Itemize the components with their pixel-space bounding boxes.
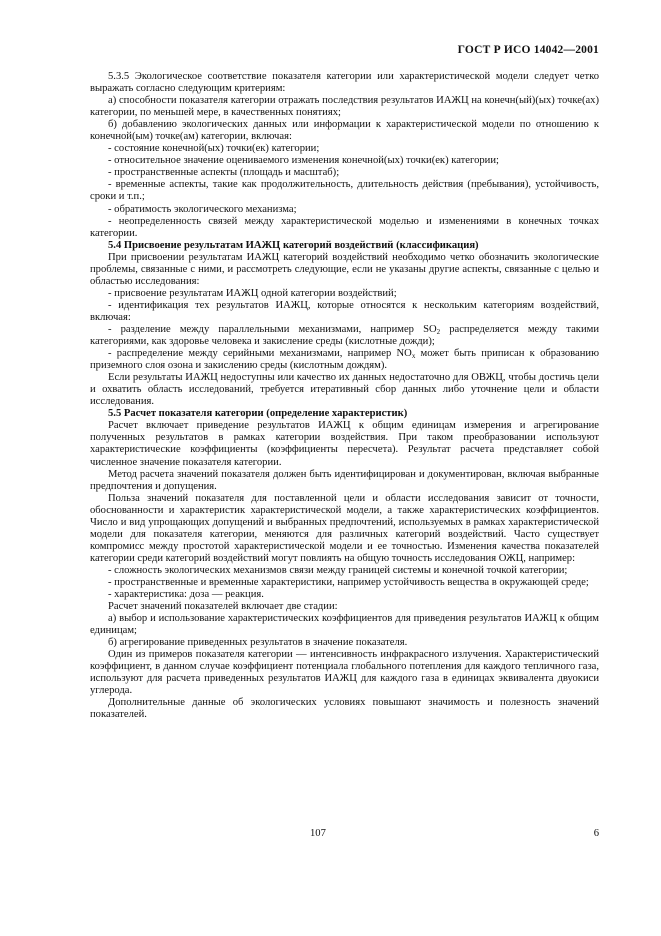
list-item	[90, 324, 599, 348]
list-item: - обратимость экологического механизма;	[108, 203, 297, 215]
list-item: - идентификация тех результатов ИАЖЦ, которые относятся к нескольким категориям воздействий, включая:	[90, 299, 599, 323]
list-item: - сложность экологических механизмов связи между границей системы и конечной точкой категории;	[108, 564, 568, 576]
text-run: - распределение между серийными механизмами, например NO	[108, 348, 412, 360]
paragraph: При присвоении результатам ИАЖЦ категорий воздействий необходимо четко обозначить экологические проблемы, связанные с ними, и рассмотреть следующие, если не указаны другие аспекты, связанные с целью и областью исследования:	[90, 251, 599, 287]
paragraph: б) добавлению экологических данных или информации к характеристической модели по отношению к конечной(ым) точке(ам) категории, включая:	[90, 119, 599, 143]
list-item: - характеристика: доза — реакция.	[108, 589, 264, 601]
text-run: может быть приписан к образованию приземного слоя озона и закислению среды (кислотным дождям).	[90, 348, 599, 372]
paragraph: 5.3.5 Экологическое соответствие показателя категории или характеристической модели следует четко выражать согласно следующим критериям:	[90, 71, 599, 95]
list-item: - пространственные и временные характеристики, например устойчивость вещества в окружающей среде;	[108, 576, 589, 588]
paragraph: а) способности показателя категории отражать последствия результатов ИАЖЦ на конечн(ый)(ых) точке(ах) категории, по меньшей мере, в качественных понятиях;	[90, 95, 599, 119]
list-item: - относительное значение оцениваемого изменения конечной(ых) точки(ек) категории;	[108, 155, 499, 167]
paragraph: Дополнительные данные об экологических условиях повышают значимость и полезность значений показателей.	[90, 697, 599, 721]
text-run: - разделение между параллельными механизмами, например SO	[108, 323, 437, 335]
list-item: - присвоение результатам ИАЖЦ одной категории воздействий;	[108, 287, 397, 299]
list-item: - состояние конечной(ых) точки(ек) категории;	[108, 143, 320, 155]
section-heading-5-4: 5.4 Присвоение результатам ИАЖЦ категорий воздействий (классификация)	[108, 239, 479, 251]
standard-header: ГОСТ Р ИСО 14042—2001	[457, 44, 599, 56]
page-number: 107	[310, 828, 326, 839]
subscript: x	[411, 352, 416, 361]
paragraph: Расчет включает приведение результатов ИАЖЦ к общим единицам измерения и агрегирование полученных результатов в рамках категории воздействия. При таком преобразовании используют характеристические коэффициенты (коэффициенты пересчета). Результат расчета представляет собой численное значение показателя категории.	[90, 420, 599, 468]
list-item: - временные аспекты, такие как продолжительность, длительность действия (пребывания), устойчивость, сроки и т.п.;	[90, 179, 599, 203]
list-item: а) выбор и использование характеристических коэффициентов для приведения результатов ИАЖЦ к общим единицам;	[90, 613, 599, 637]
paragraph: Польза значений показателя для поставленной цели и области исследования зависит от точности, обоснованности и характеристик характеристической модели, а также характеристических коэффициентов. Число и вид упрощающих допущений и выбранных предпочтений, используемых в рамках характеристической модели для показателя категории, меняются для различных категорий воздействий. Часто существует компромисс между простотой характеристической модели и ее точностью. Изменения качества показателей категории среди категорий воздействий могут повлиять на общую точность исследования ОЖЦ, например:	[90, 492, 599, 564]
list-item: - неопределенность связей между характеристической моделью и изменениями в конечных точках категории.	[90, 215, 599, 239]
paragraph: Один из примеров показателя категории — интенсивность инфракрасного излучения. Характеристический коэффициент, в данном случае коэффициент потенциала глобального потепления для каждого тепличного газа, используют для расчета приведенных результатов ИАЖЦ для каждого газа в единицах эквивалента двуокиси углерода.	[90, 649, 599, 697]
paragraph: Метод расчета значений показателя должен быть идентифицирован и документирован, включая выбранные предпочтения и допущения.	[90, 468, 599, 492]
list-item: - пространственные аспекты (площадь и масштаб);	[108, 167, 340, 179]
subscript: 2	[436, 327, 441, 336]
text-run: распределяется между такими категориями, как здоровье человека и закисление среды (кислотные дожди);	[90, 323, 599, 348]
list-item	[90, 348, 599, 372]
section-heading-5-5: 5.5 Расчет показателя категории (определение характеристик)	[108, 408, 408, 420]
paragraph: Если результаты ИАЖЦ недоступны или качество их данных недостаточно для ОВЖЦ, чтобы достичь цели и охватить область исследований, требуется итеративный сбор данных либо уточнение цели и области исследования.	[90, 372, 599, 408]
paragraph: Расчет значений показателей включает две стадии:	[108, 601, 338, 613]
sheet-number: 6	[593, 828, 599, 839]
document-body	[90, 71, 599, 722]
list-item: б) агрегирование приведенных результатов в значение показателя.	[108, 637, 408, 649]
